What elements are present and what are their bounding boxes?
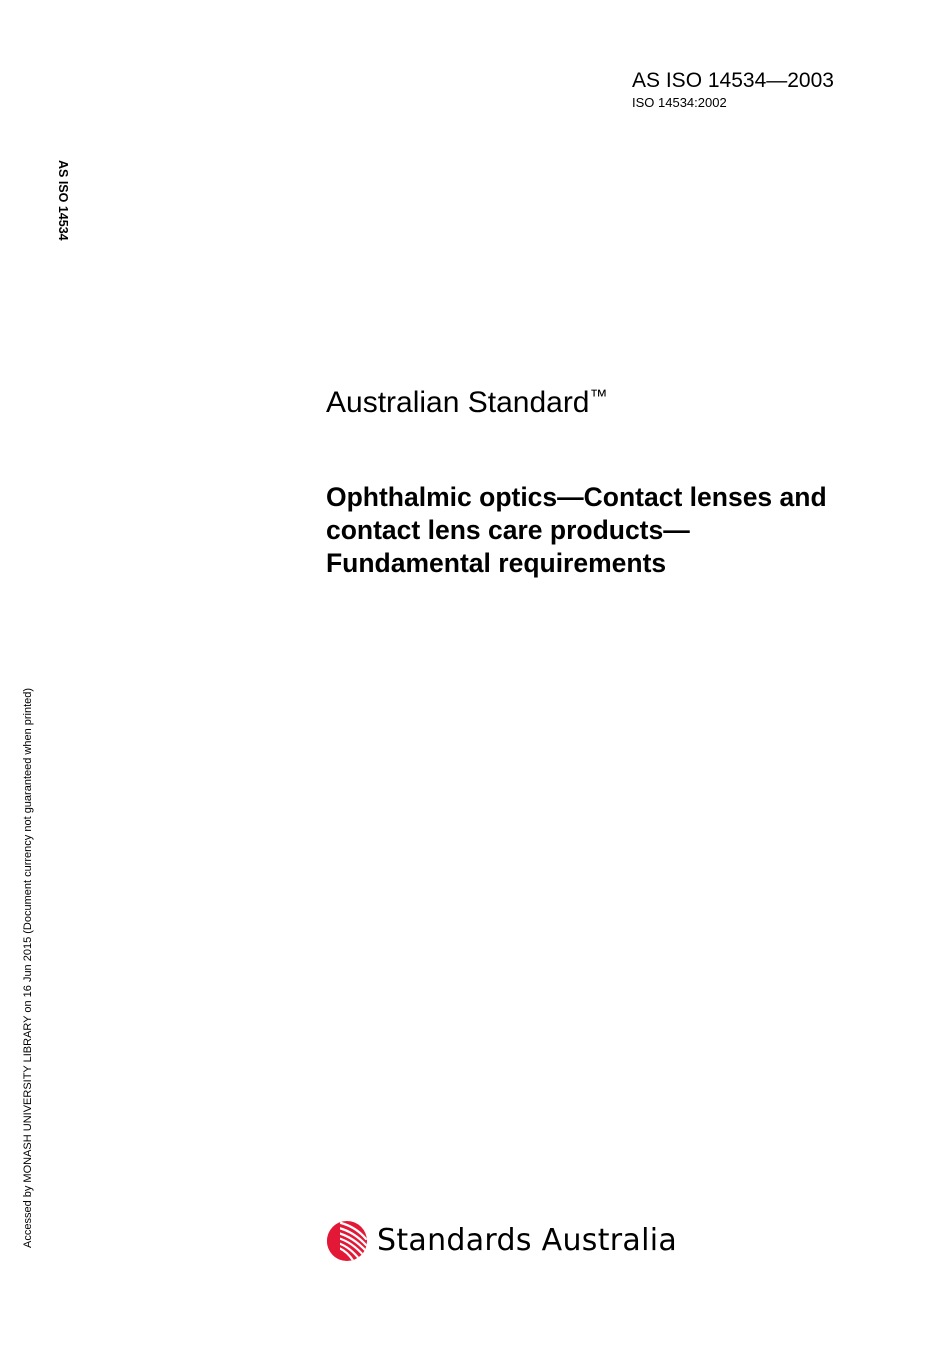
publisher-logo [326, 1218, 677, 1264]
spine-label: AS ISO 14534 [56, 160, 70, 241]
title-line: contact lens care products— [326, 515, 690, 545]
trademark-symbol: ™ [589, 386, 608, 406]
publisher-name: Standards Australia [377, 1223, 678, 1258]
iso-reference-number: ISO 14534:2002 [632, 95, 727, 110]
standard-type-label: Australian Standard [326, 386, 590, 419]
standard-type-heading [326, 377, 608, 422]
access-note: Accessed by MONASH UNIVERSITY LIBRARY on 16 Jun 2015 (Document currency not guaranteed when printed) [22, 687, 34, 1248]
title-line: Ophthalmic optics—Contact lenses and [326, 482, 827, 512]
document-number: AS ISO 14534—2003 [632, 69, 834, 92]
title-line: Fundamental requirements [326, 548, 667, 578]
standards-australia-emblem-icon [326, 1219, 368, 1263]
document-title [326, 481, 906, 580]
